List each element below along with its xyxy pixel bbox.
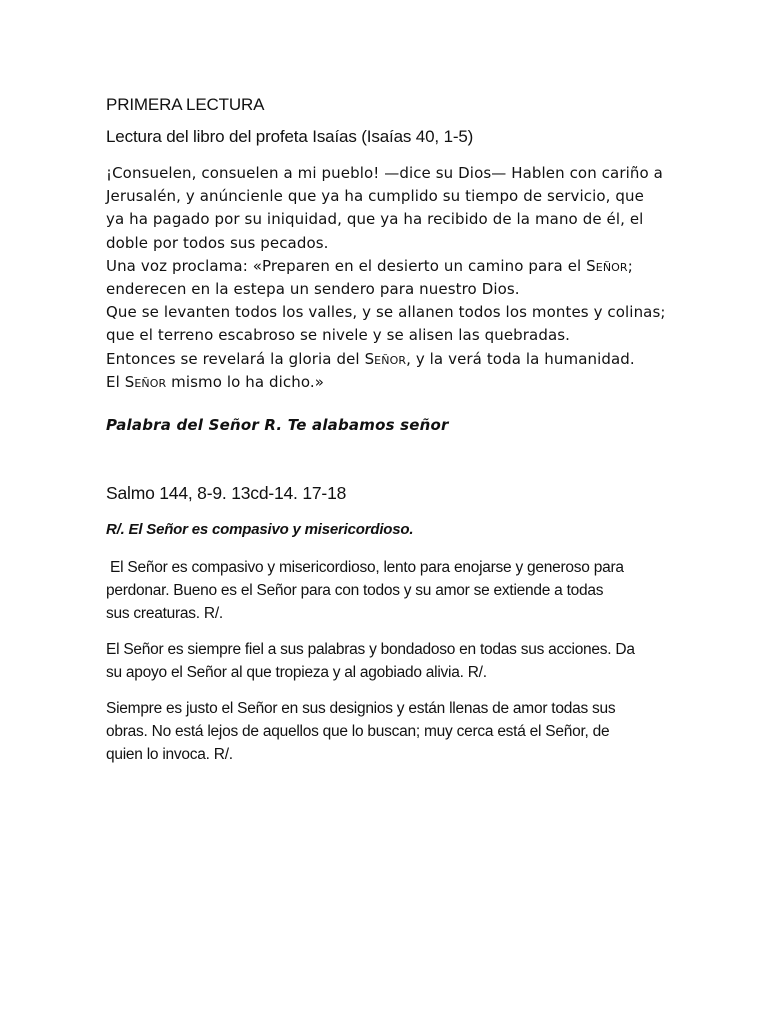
stanza-line: El Señor es compasivo y misericordioso, lento para enojarse y generoso para: [106, 559, 624, 577]
reading-closing: Palabra del Señor R. Te alabamos señor: [106, 416, 449, 435]
reading-line: Jerusalén, y anúncienle que ya ha cumplido su tiempo de servicio, que: [106, 187, 644, 206]
psalm-stanza: [106, 638, 666, 684]
reading-line-text: Entonces se revelará la gloria del: [106, 349, 365, 368]
reading-line-text: El: [106, 372, 125, 391]
document-content: [106, 94, 666, 766]
reading-line: ¡Consuelen, consuelen a mi pueblo! —dice su Dios— Hablen con cariño a: [106, 164, 663, 182]
reading-title: Lectura del libro del profeta Isaías (Isaías 40, 1-5): [106, 127, 474, 146]
reading-line-text: Una voz proclama: «Preparen en el desierto un camino para el: [106, 256, 587, 275]
stanza-line: Siempre es justo el Señor en sus designios y están llenas de amor todas sus: [106, 700, 616, 718]
psalm-stanza: [106, 697, 666, 766]
stanza-line: quien lo invoca. R/.: [106, 746, 233, 764]
reading-line: ya ha pagado por su iniquidad, que ya ha recibido de la mano de él, el: [106, 210, 644, 229]
reading-line: doble por todos sus pecados.: [106, 233, 329, 252]
reading-line: Que se levanten todos los valles, y se allanen todos los montes y colinas;: [106, 303, 666, 322]
reading-line: [106, 348, 666, 371]
psalm-title: Salmo 144, 8-9. 13cd-14. 17-18: [106, 483, 347, 504]
psalm-stanza: [106, 556, 666, 625]
reading-line-tail: mismo lo ha dicho.»: [166, 372, 325, 391]
section-heading: PRIMERA LECTURA: [106, 95, 265, 114]
first-reading-text: [106, 162, 666, 394]
lord-small-caps: Señor: [364, 349, 407, 368]
lord-small-caps: Señor: [124, 372, 167, 391]
reading-line-tail: ;: [627, 256, 633, 275]
reading-line: que el terreno escabroso se nivele y se alisen las quebradas.: [106, 326, 571, 345]
reading-line: enderecen en la estepa un sendero para nuestro Dios.: [106, 280, 520, 299]
stanza-line: obras. No está lejos de aquellos que lo buscan; muy cerca está el Señor, de: [106, 723, 610, 741]
reading-line: [106, 255, 666, 278]
stanza-line: perdonar. Bueno es el Señor para con todos y su amor se extiende a todas: [106, 582, 604, 600]
stanza-line: su apoyo el Señor al que tropieza y al agobiado alivia. R/.: [106, 664, 487, 682]
lord-small-caps: Señor: [586, 256, 628, 275]
reading-line-tail: , y la verá toda la humanidad.: [406, 349, 635, 368]
reading-line: [106, 371, 666, 394]
psalm-response: R/. El Señor es compasivo y misericordioso.: [106, 521, 414, 539]
stanza-line: El Señor es siempre fiel a sus palabras y bondadoso en todas sus acciones. Da: [106, 641, 635, 659]
stanza-line: sus creaturas. R/.: [106, 605, 223, 623]
